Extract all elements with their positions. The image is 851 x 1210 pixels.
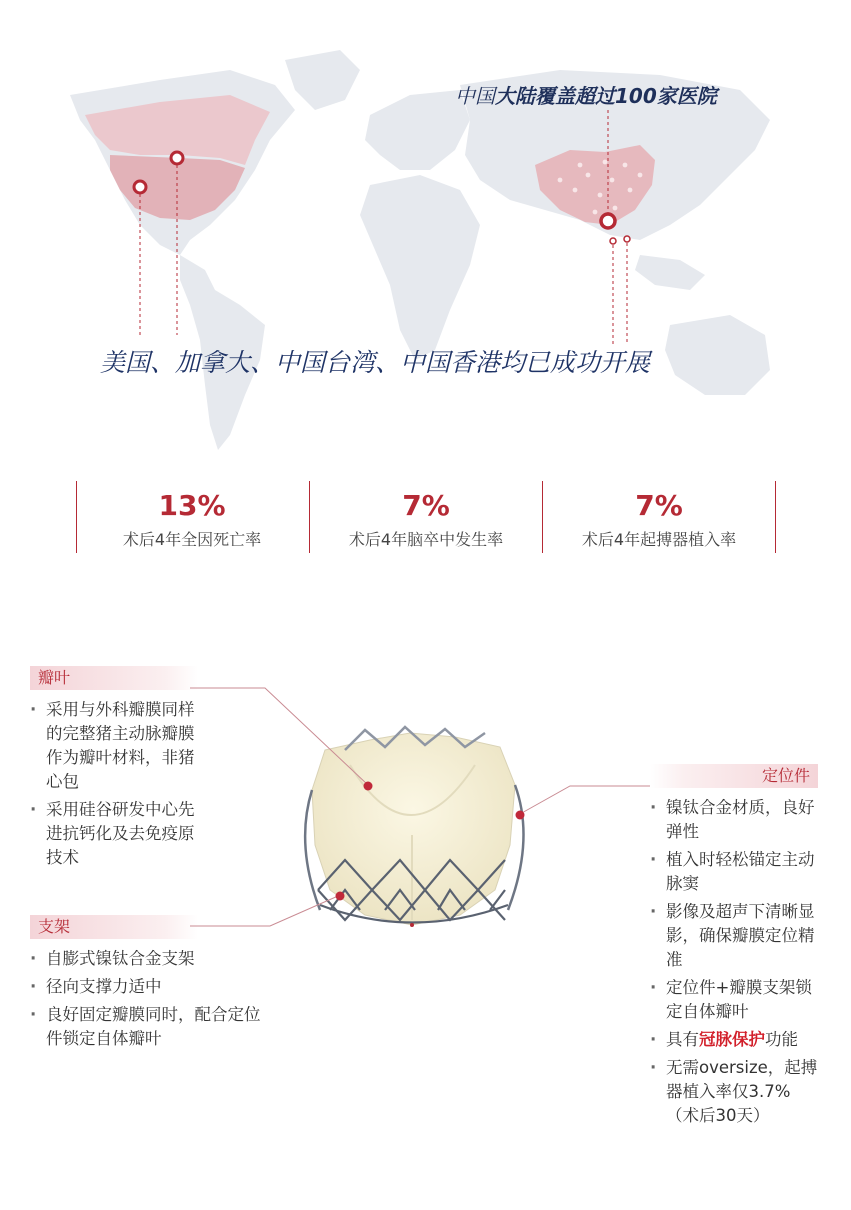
marker-taiwan (624, 236, 630, 242)
regions-caption: 美国、加拿大、中国台湾、中国香港均已成功开展 (100, 348, 651, 377)
stent-bullet: · 自膨式镍钛合金支架 (28, 947, 273, 971)
stat-value: 13% (158, 489, 226, 522)
locator-bullet: · 镍钛合金材质，良好弹性 (648, 796, 823, 844)
stent-bullet: · 良好固定瓣膜同时，配合定位件锁定自体瓣叶 (28, 1003, 273, 1051)
stat-value: 7% (402, 489, 450, 522)
stat-label: 术后4年起搏器植入率 (581, 530, 737, 549)
locator-bullet: · 影像及超声下清晰显影，确保瓣膜定位精准 (648, 900, 823, 972)
locator-title: 定位件 (650, 764, 818, 788)
locator-bullet: · 无需oversize，起搏器植入率仅3.7%（术后30天） (648, 1056, 823, 1128)
locator-bullet: · 植入时轻松锚定主动脉窦 (648, 848, 823, 896)
coronary-highlight: 冠脉保护 (699, 1030, 765, 1049)
valve-anchor-dot (410, 923, 414, 927)
headline-prefix: 中国 (455, 84, 495, 108)
marker-hong-kong (610, 238, 616, 244)
locator-bullet-coronary (648, 1028, 823, 1052)
stat-value: 7% (635, 489, 683, 522)
stat-mortality (76, 481, 308, 553)
stent-bullet: · 径向支撑力适中 (28, 975, 273, 999)
stat-label: 术后4年脑卒中发生率 (348, 530, 504, 549)
stent-title: 支架 (30, 915, 198, 939)
coronary-prefix: 具有 (666, 1030, 699, 1049)
stat-label: 术后4年全因死亡率 (122, 530, 262, 549)
marker-canada (171, 152, 183, 164)
coronary-suffix: 功能 (765, 1030, 798, 1049)
leaflet-bullet: · 采用硅谷研发中心先进抗钙化及去免疫原技术 (28, 798, 203, 870)
marker-usa (134, 181, 146, 193)
leaflet-bullets (28, 698, 203, 874)
locator-bullet: · 定位件+瓣膜支架锁定自体瓣叶 (648, 976, 823, 1024)
heart-valve-illustration (290, 725, 535, 950)
stat-stroke (310, 481, 542, 553)
marker-china-mainland (601, 214, 615, 228)
leaflet-title: 瓣叶 (30, 666, 198, 690)
stat-pacemaker (543, 481, 775, 553)
stats-row (76, 481, 776, 553)
locator-bullets (648, 796, 823, 1132)
headline-bold: 大陆覆盖超过100家医院 (495, 84, 717, 108)
leaflet-bullet: · 采用与外科瓣膜同样的完整猪主动脉瓣膜作为瓣叶材料，非猪心包 (28, 698, 203, 794)
stent-bullets (28, 947, 273, 1055)
china-coverage-headline (455, 80, 717, 109)
stats-divider (775, 481, 776, 553)
